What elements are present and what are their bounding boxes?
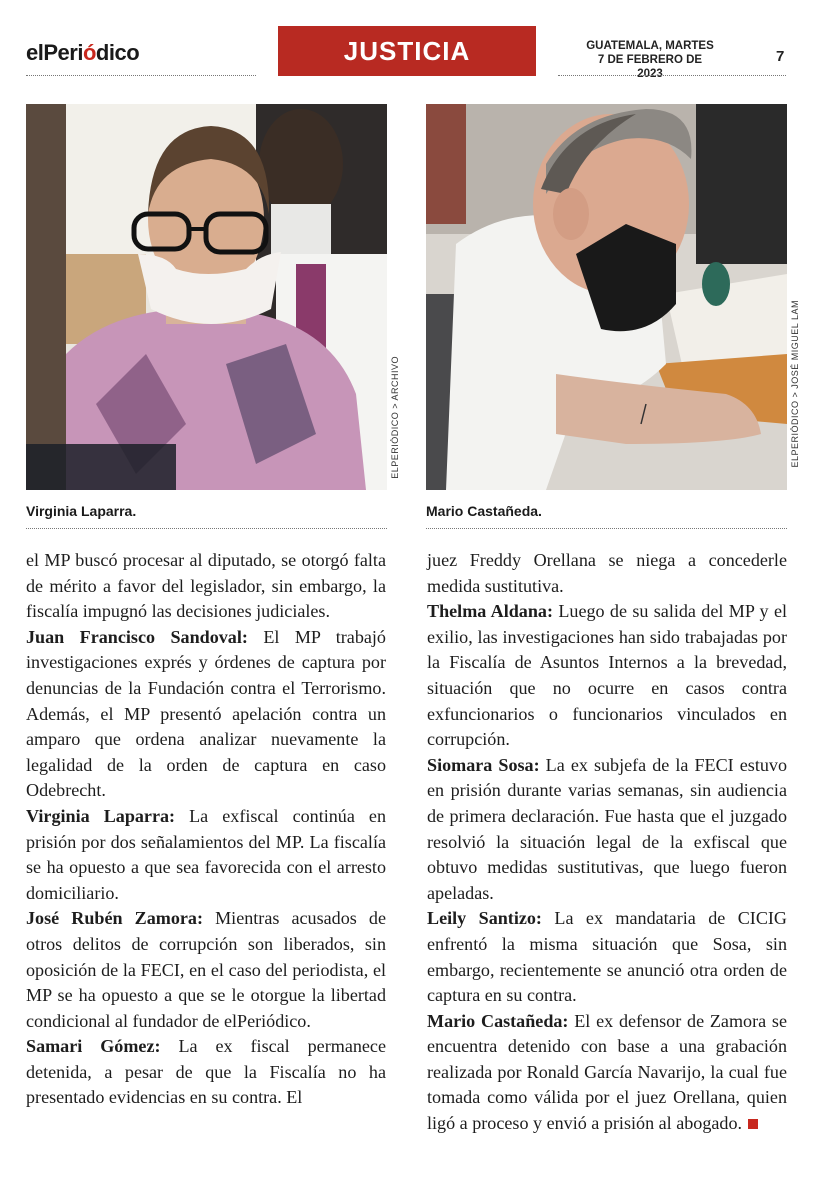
article-column-left [26,548,386,1111]
paragraph-mario-castaneda [427,1009,787,1137]
subhead-name: José Rubén Zamora: [26,908,203,929]
paragraph-text: La ex fiscal permanece detenida, a pesar de que la Fiscalía no ha presentado evidencias en su contra. El [26,1036,386,1108]
caption-rule-1 [26,528,387,529]
dateline-city-day: GUATEMALA, MARTES [586,40,714,52]
paragraph-virginia-laparra [26,804,386,906]
paragraph-text: La ex mandataria de CICIG enfrentó la misma situación que Sosa, sin embargo, recientemente se anunció otra orden de captura en su contra. [427,908,787,1006]
logo-main-a: Peri [43,40,83,65]
paragraph-leily-santizo [427,906,787,1008]
logo-main-b: dico [95,40,140,65]
photo-credit-2: ELPERIÓDICO > JOSÉ MIGUEL LAM [790,300,800,468]
masthead [0,0,813,90]
paragraph-siomara-sosa [427,753,787,907]
subhead-name: Samari Gómez: [26,1036,161,1057]
photo-caption-1: Virginia Laparra. [26,503,137,519]
paragraph-text: La exfiscal continúa en prisión por dos señalamientos del MP. La fiscalía se ha opuesto a que sea favorecida con el arresto domiciliario. [26,805,386,903]
dateline-date: 7 DE FEBRERO DE 2023 [597,54,703,80]
paragraph-continuation: juez Freddy Orellana se niega a concederle medida sustitutiva. [427,550,787,596]
paragraph-text: Mientras acusados de otros delitos de corrupción son liberados, sin oposición de la FECI, en el caso del periodista, el MP se ha opuesto a que se le otorgue la libertad condicional al fundador de elPeriódico. [26,908,386,1031]
newspaper-logo[interactable] [26,40,139,66]
paragraph-text: El MP trabajó investigaciones exprés y órdenes de captura por denuncias de la Fundación contra el Terrorismo. Además, el MP presentó apelación contra un amparo que ordena analizar nuevamente la legalidad de la orden de captura en caso Odebrecht. [26,626,386,801]
paragraph-thelma-aldana [427,599,787,753]
subhead-name: Mario Castañeda: [427,1010,569,1031]
paragraph-jose-ruben-zamora [26,906,386,1034]
end-of-article-mark [748,1119,758,1129]
subhead-name: Siomara Sosa: [427,754,540,775]
logo-accent-letter: ó [82,40,96,65]
paragraph-text: La ex subjefa de la FECI estuvo en prisión durante varias semanas, sin audiencia de primera declaración. Fue hasta que el juzgado resolvió la situación legal de la exfiscal que obtuvo medidas sustitutivas, que luego fueron apeladas. [427,754,787,903]
subhead-name: Juan Francisco Sandoval: [26,626,248,647]
caption-rule-2 [426,528,787,529]
photo-virginia-laparra [26,104,387,490]
photo-mario-castaneda [426,104,787,490]
section-title: JUSTICIA [278,26,536,76]
paragraph-continuation: el MP buscó procesar al diputado, se otorgó falta de mérito a favor del legislador, sin embargo, la fiscalía impugnó las decisiones judiciales. [26,550,386,622]
photo-credit-1: ELPERIÓDICO > ARCHIVO [390,356,400,479]
subhead-name: Virginia Laparra: [26,805,176,826]
photo-caption-2: Mario Castañeda. [426,503,542,519]
page-number: 7 [776,48,785,65]
subhead-name: Thelma Aldana: [427,601,553,622]
paragraph-text: El ex defensor de Zamora se encuentra detenido con base a una grabación realizada por Ronald García Navarijo, la cual fue tomada como válida por el juez Orellana, quien ligó a proceso y envió a prisión al abogado. [427,1010,787,1134]
subhead-name: Leily Santizo: [427,908,542,929]
paragraph-samari-gomez [26,1034,386,1111]
masthead-rule-right [558,75,786,76]
article-column-right [427,548,787,1137]
logo-prefix: el [26,40,44,65]
paragraph-juan-francisco-sandoval [26,625,386,804]
paragraph-text: Luego de su salida del MP y el exilio, las investigaciones han sido trabajadas por la Fiscalía de Asuntos Internos a la brevedad, situación que no ocurre en casos contra exfuncionarios o funcionarios vinculados en corrupción. [427,601,787,750]
masthead-rule-left [26,75,256,76]
